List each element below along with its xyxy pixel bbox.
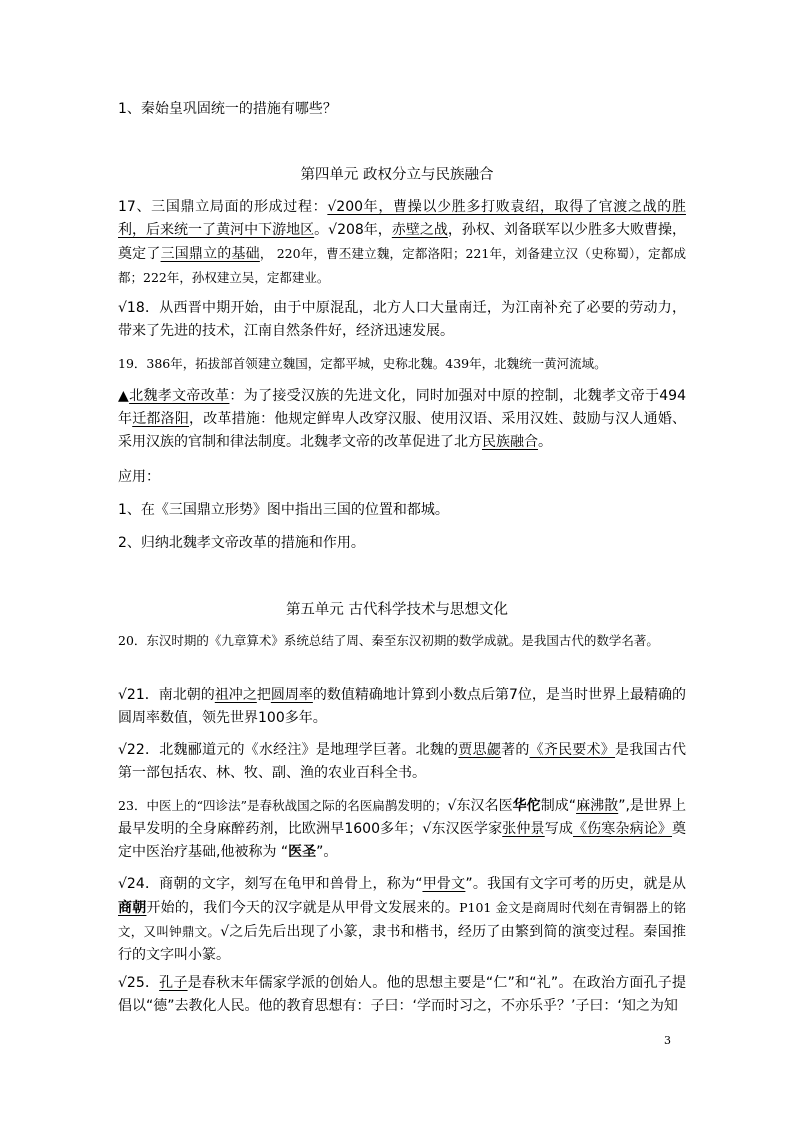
review-question: 1、秦始皇巩固统一的措施有哪些？	[118, 101, 337, 117]
paragraph-22: √22．北魏郦道元的《水经注》是地理学巨著。北魏的贾思勰著的《齐民要术》是我国古代第一部包括农、林、牧、副、渔的农业百科全书。	[118, 742, 687, 781]
apply-item-2: 2、归纳北魏孝文帝改革的措施和作用。	[118, 535, 365, 551]
unit5-title: 第五单元 古代科学技术与思想文化	[285, 602, 509, 618]
page-number: 3	[664, 1034, 671, 1047]
paragraph-17: 17、三国鼎立局面的形成过程：√200年，曹操以少胜多打败袁绍，取得了官渡之战的胜利，后来统一了黄河中下游地区。√208年，赤壁之战，孙权、刘备联军以少胜多大败曹操，奠定了三国鼎立的基础， 220年，曹丕建立魏，定都洛阳；221年，刘备建立汉（史称蜀），定都成都；222年，孙权建立吴，定都建业。	[118, 199, 687, 285]
apply-item-1: 1、在《三国鼎立形势》图中指出三国的位置和都城。	[118, 502, 449, 518]
paragraph-reform: ▲北魏孝文帝改革：为了接受汉族的先进文化，同时加强对中原的控制，北魏孝文帝于494年迁都洛阳，改革措施：他规定鲜卑人改穿汉服、使用汉语、采用汉姓、鼓励与汉人通婚、采用汉族的官制和律法制度。北魏孝文帝的改革促进了北方民族融合。	[118, 388, 687, 450]
paragraph-24: √24．商朝的文字，刻写在龟甲和兽骨上，称为“甲骨文”。我国有文字可考的历史，就是从商朝开始的，我们今天的汉字就是从甲骨文发展来的。P101 金文是商周时代刻在青铜器上的铭文，又叫钟鼎文。√之后先后出现了小篆，隶书和楷书，经历了由繁到简的演变过程。秦国推行的文字叫小篆。	[118, 876, 687, 963]
paragraph-25: √25．孔子是春秋末年儒家学派的创始人。他的思想主要是“仁”和“礼”。在政治方面孔子提倡以“德”去教化人民。他的教育思想有：子曰：‘学而时习之，不亦乐乎？’子曰：‘知之为知	[118, 975, 686, 1014]
paragraph-19: 19．386年，拓拔部首领建立魏国，定都平城，史称北魏。439年，北魏统一黄河流域。	[118, 356, 607, 371]
paragraph-18: √18．从西晋中期开始，由于中原混乱，北方人口大量南迁，为江南补充了必要的劳动力，带来了先进的技术，江南自然条件好，经济迅速发展。	[118, 300, 686, 339]
paragraph-21: √21．南北朝的祖冲之把圆周率的数值精确地计算到小数点后第7位，是当时世界上最精确的圆周率数值，领先世界100多年。	[118, 687, 687, 726]
paragraph-23: 23．中医上的“四诊法”是春秋战国之际的名医扁鹊发明的；√东汉名医华佗制成“麻沸散”,是世界上最早发明的全身麻醉药剂，比欧洲早1600多年；√东汉医学家张仲景写成《伤寒杂病论》奠定中医治疗基础,他被称为 “医圣”。	[118, 798, 687, 860]
paragraph-20: 20．东汉时期的《九章算术》系统总结了周、秦至东汉初期的数学成就。是我国古代的数学名著。	[118, 633, 659, 648]
apply-label: 应用：	[118, 469, 160, 485]
unit4-title: 第四单元 政权分立与民族融合	[300, 167, 494, 183]
